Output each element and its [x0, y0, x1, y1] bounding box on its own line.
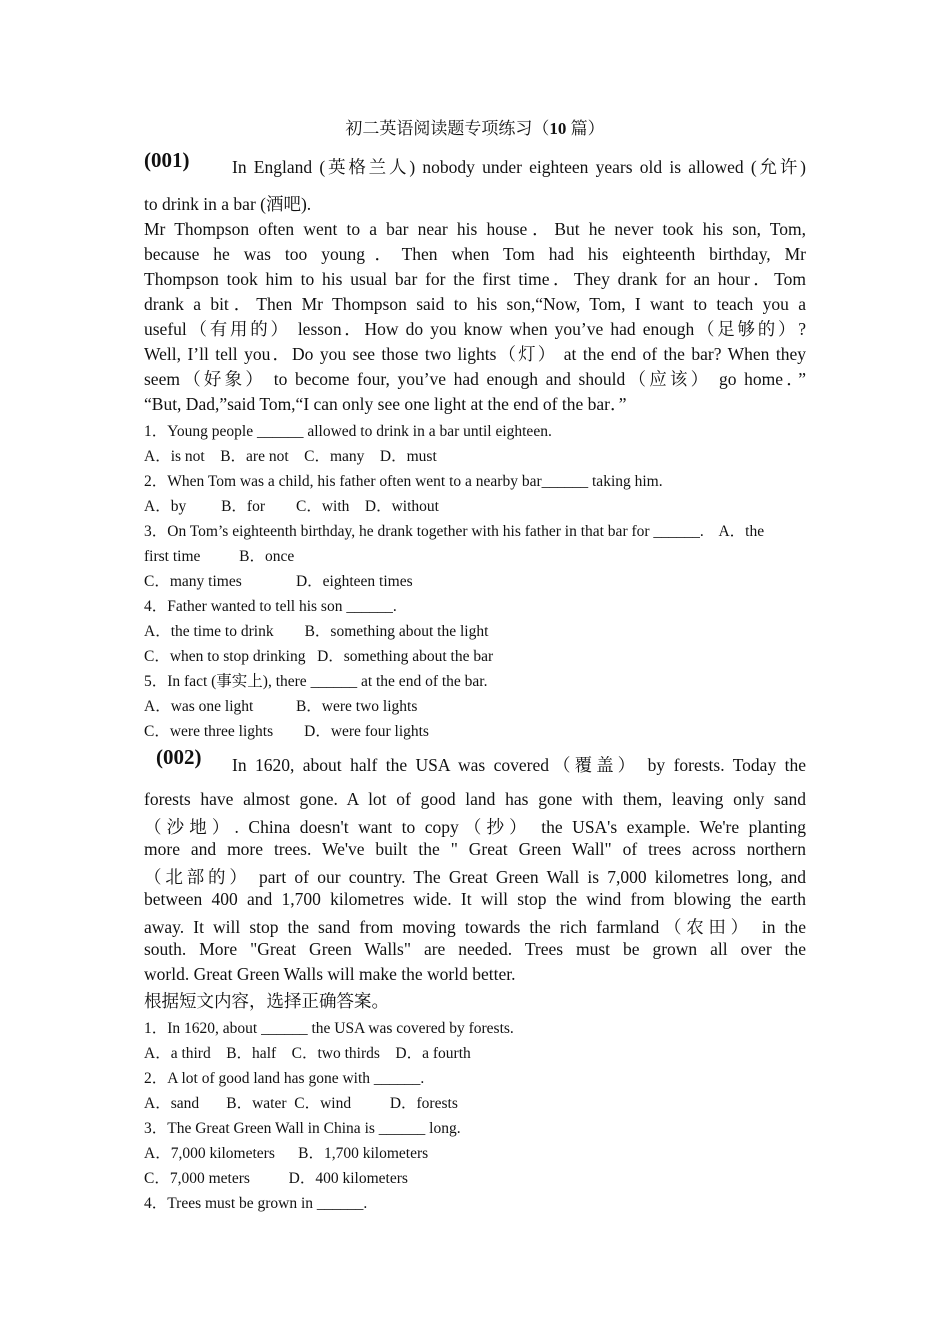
answer-options: A．was one light B．were two lights: [144, 698, 418, 715]
question-line: 2．A lot of good land has gone with ______.: [144, 1070, 425, 1087]
page-title: [0, 114, 950, 139]
answer-options: C．many times D．eighteen times: [144, 573, 413, 590]
passage1-line: Mr Thompson often went to a bar near his house．But he never took his son, Tom,: [144, 219, 806, 239]
passage1-line: because he was too young．Then when Tom had his eighteenth birthday, Mr: [144, 244, 806, 264]
passage2-line: forests have almost gone. A lot of good land has gone with them, leaving only sand: [144, 789, 806, 809]
answer-options: A．sand B．water C．wind D．forests: [144, 1095, 458, 1112]
answer-options: C．were three lights D．were four lights: [144, 723, 429, 740]
answer-options: A．a third B．half C．two thirds D．a fourth: [144, 1045, 471, 1062]
title-suffix: 篇）: [566, 119, 605, 138]
passage2-line: south. More "Great Green Walls" are needed. Trees must be grown all over the: [144, 939, 806, 959]
passage-number-002: (002): [156, 745, 202, 769]
passage2-line: away. It will stop the sand from moving towards the rich farmland（农田） in the: [144, 917, 806, 937]
question-line: 2．When Tom was a child, his father often went to a nearby bar______ taking him.: [144, 473, 663, 490]
passage1-line: to drink in a bar (酒吧).: [144, 194, 312, 214]
answer-options: A．the time to drink B．something about the light: [144, 623, 489, 640]
passage2-line: between 400 and 1,700 kilometres wide. It will stop the wind from blowing the earth: [144, 889, 806, 909]
passage2-line: （沙地）. China doesn't want to copy（抄） the USA's example. We're planting: [144, 817, 806, 837]
passage1-line: useful（有用的） lesson．How do you know when you’ve had enough（足够的）?: [144, 319, 806, 339]
answer-options: first time B．once: [144, 548, 295, 565]
passage1-line: drank a bit．Then Mr Thompson said to his son,“Now, Tom, I want to teach you a: [144, 294, 806, 314]
passage-number-001: (001): [144, 148, 190, 172]
instruction-line: 根据短文内容，选择正确答案。: [144, 991, 389, 1011]
passage1-line: “But, Dad,”said Tom,“I can only see one light at the end of the bar．”: [144, 394, 627, 414]
question-line: 4．Father wanted to tell his son ______.: [144, 598, 397, 615]
question-line: 1．In 1620, about ______ the USA was covered by forests.: [144, 1020, 514, 1037]
answer-options: A．7,000 kilometers B．1,700 kilometers: [144, 1145, 429, 1162]
question-line: 1．Young people ______ allowed to drink in a bar until eighteen.: [144, 423, 552, 440]
title-text: 初二英语阅读题专项练习（: [345, 119, 550, 138]
passage2-line: more and more trees. We've built the " Great Green Wall" of trees across northern: [144, 839, 806, 859]
passage1-line: Well, I’ll tell you．Do you see those two lights（灯） at the end of the bar? When they: [144, 344, 806, 364]
question-line: 3．The Great Green Wall in China is ______ long.: [144, 1120, 461, 1137]
passage1-line: Thompson took him to his usual bar for the first time．They drank for an hour．Tom: [144, 269, 806, 289]
passage2-line: In 1620, about half the USA was covered（覆盖） by forests. Today the: [232, 755, 806, 775]
question-line: 4．Trees must be grown in ______.: [144, 1195, 368, 1212]
passage1-line: seem（好象） to become four, you’ve had enough and should（应该） go home．”: [144, 369, 806, 389]
answer-options: C．7,000 meters D．400 kilometers: [144, 1170, 408, 1187]
title-number: 10: [549, 119, 567, 138]
answer-options: A．is not B．are not C．many D．must: [144, 448, 437, 465]
answer-options: C．when to stop drinking D．something about the bar: [144, 648, 494, 665]
question-line: 5．In fact (事实上), there ______ at the end of the bar.: [144, 673, 488, 690]
passage1-line: In England (英格兰人) nobody under eighteen years old is allowed (允许): [232, 157, 806, 177]
question-line: 3．On Tom’s eighteenth birthday, he drank together with his father in that bar for ______. A．the: [144, 523, 765, 540]
passage2-line: world. Great Green Walls will make the world better.: [144, 964, 516, 984]
passage2-line: （北部的） part of our country. The Great Green Wall is 7,000 kilometres long, and: [144, 867, 806, 887]
answer-options: A．by B．for C．with D．without: [144, 498, 439, 515]
